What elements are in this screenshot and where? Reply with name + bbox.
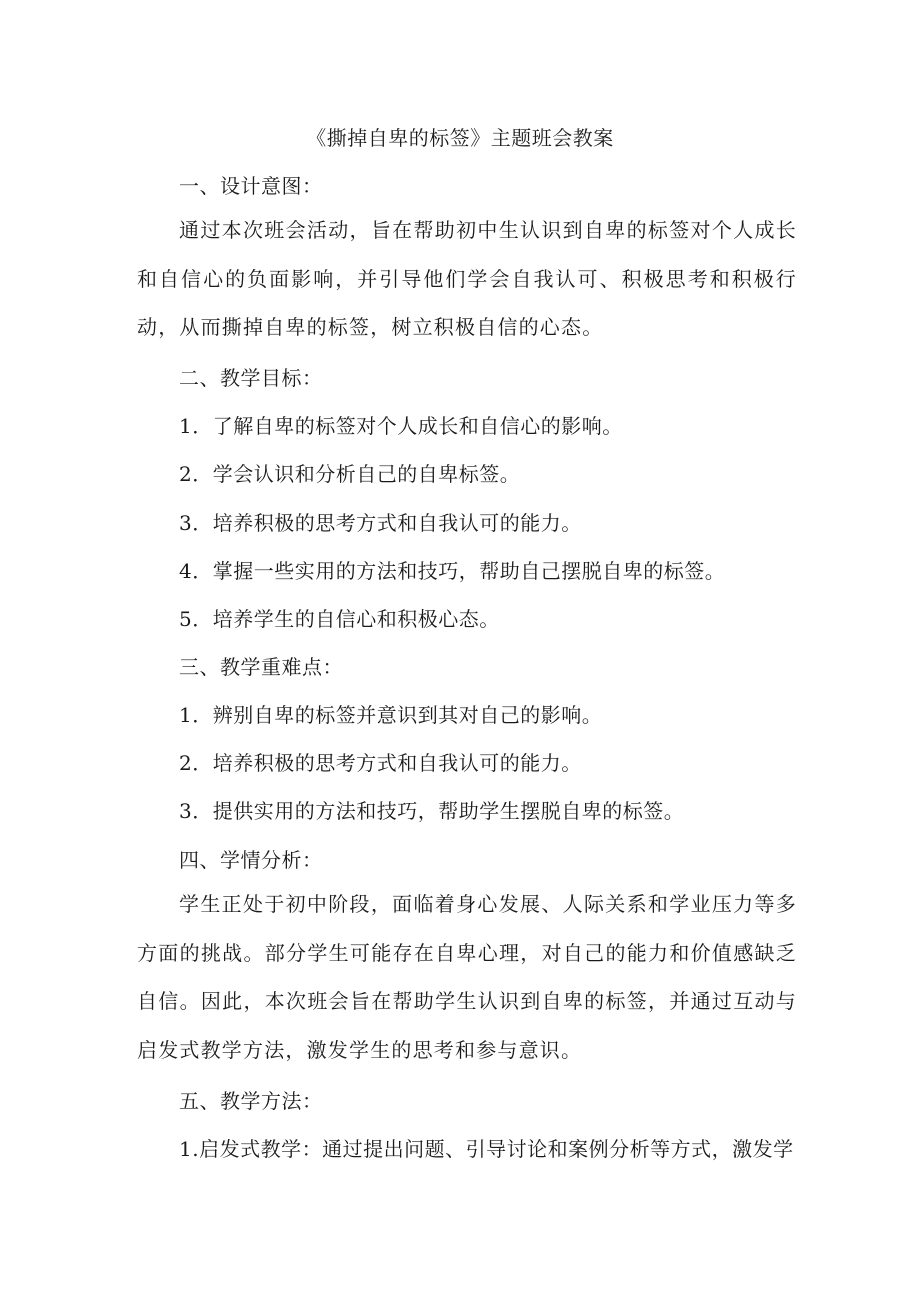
list-item: 1.启发式教学：通过提出问题、引导讨论和案例分析等方式，激发学 — [179, 1137, 794, 1161]
list-item: 3．培养积极的思考方式和自我认可的能力。 — [179, 511, 582, 535]
section-paragraph-student-analysis: 学生正处于初中阶段，面临着身心发展、人际关系和学业压力等多方面的挑战。部分学生可能存在自卑心理，对自己的能力和价值感缺乏自信。因此，本次班会旨在帮助学生认识到自卑的标签，并通过互动与启发式教学方法，激发学生的思考和参与意识。 — [137, 892, 797, 1062]
list-item: 2．培养积极的思考方式和自我认可的能力。 — [179, 751, 582, 775]
section-heading-design-intent: 一、设计意图： — [179, 174, 323, 198]
section-heading-key-points: 三、教学重难点： — [179, 655, 343, 679]
list-item: 1．了解自卑的标签对个人成长和自信心的影响。 — [179, 414, 623, 438]
list-item: 4．掌握一些实用的方法和技巧，帮助自己摆脱自卑的标签。 — [179, 559, 726, 583]
list-item: 3．提供实用的方法和技巧，帮助学生摆脱自卑的标签。 — [179, 799, 685, 823]
section-heading-teaching-methods: 五、教学方法： — [179, 1089, 323, 1113]
section-paragraph-design-intent: 通过本次班会活动，旨在帮助初中生认识到自卑的标签对个人成长和自信心的负面影响，并引导他们学会自我认可、积极思考和积极行动，从而撕掉自卑的标签，树立积极自信的心态。 — [137, 218, 797, 339]
list-item: 2．学会认识和分析自己的自卑标签。 — [179, 462, 521, 486]
section-heading-teaching-goals: 二、教学目标： — [179, 366, 323, 390]
document-title: 《撕掉自卑的标签》主题班会教案 — [306, 126, 614, 150]
list-item: 5．培养学生的自信心和积极心态。 — [179, 607, 500, 631]
list-item: 1．辨别自卑的标签并意识到其对自己的影响。 — [179, 703, 603, 727]
section-heading-student-analysis: 四、学情分析： — [179, 848, 323, 872]
